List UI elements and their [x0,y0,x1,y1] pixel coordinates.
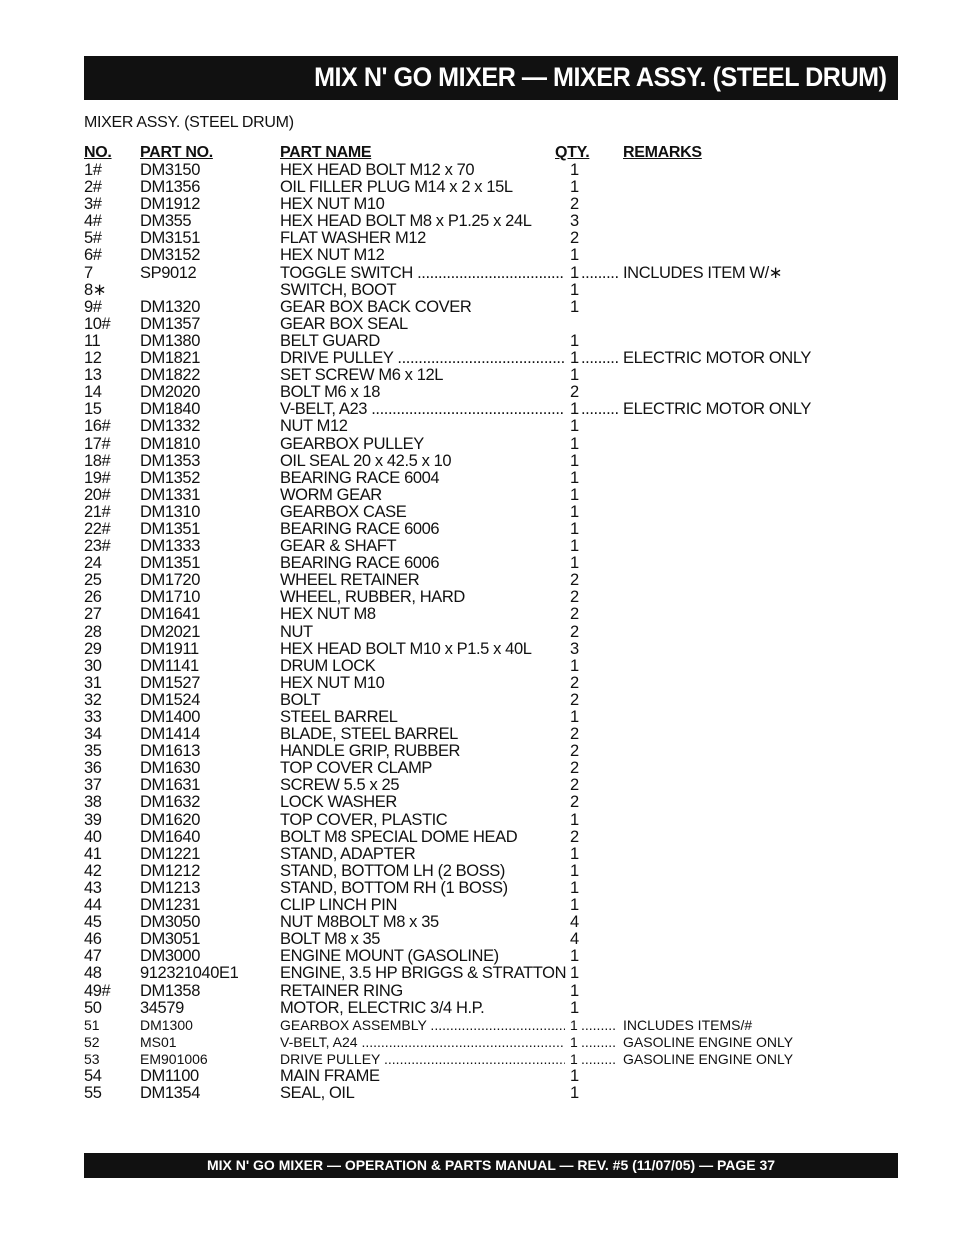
part-name: HEX NUT M10 [280,195,385,214]
part-name: GEAR BOX BACK COVER [280,297,472,316]
footer-text: MIX N' GO MIXER — OPERATION & PARTS MANUAL — REV. #5 (11/07/05) — PAGE 37 [206,1157,776,1173]
remarks: ELECTRIC MOTOR ONLY [623,349,811,368]
part-name: BOLT [280,690,321,709]
quantity: 1 [570,468,579,487]
table-row [0,265,954,282]
quantity: 2 [570,571,579,590]
part-name: ENGINE MOUNT (GASOLINE) [280,947,499,966]
part-name: BOLT M8 x 35 [280,930,381,949]
part-number: DM3152 [140,246,200,265]
table-row [0,196,954,213]
quantity: 2 [570,793,579,812]
table-row [0,846,954,863]
part-name: DRIVE PULLEY ..... [280,350,565,367]
part-name: STAND, BOTTOM RH (1 BOSS) [280,878,508,897]
page-title-bar [84,56,898,100]
part-name: SWITCH, BOOT [280,280,397,299]
part-number: SP9012 [140,263,197,282]
table-row [0,282,954,299]
part-name: FLAT WASHER M12 [280,229,426,248]
item-number: 31 [84,673,102,692]
part-name: BELT GUARD [280,331,380,350]
part-number: DM1631 [140,776,200,795]
part-name: SEAL, OIL [280,1084,355,1103]
item-number: 17# [84,434,111,453]
table-row [0,384,954,401]
leader-dots: ......... [581,263,619,282]
quantity: 1 [570,896,579,915]
part-number: 34579 [140,998,184,1017]
item-number: 35 [84,742,102,761]
section-subtitle: MIXER ASSY. (STEEL DRUM) [84,114,294,131]
quantity: 1 [570,161,579,179]
table-row [0,179,954,196]
item-number: 36 [84,759,102,778]
table-row [0,658,954,675]
part-number: DM1212 [140,861,200,880]
quantity: 1 [570,810,579,829]
table-row [0,487,954,504]
table-row [0,624,954,641]
quantity: 2 [570,827,579,846]
part-name: GEAR & SHAFT [280,537,397,556]
item-number: 44 [84,896,102,915]
remarks: ELECTRIC MOTOR ONLY [623,400,811,419]
page-title: MIX N' GO MIXER — MIXER ASSY. (STEEL DRUM) [313,62,886,92]
part-number: DM1352 [140,468,200,487]
item-number: 30 [84,656,102,675]
part-number: DM2020 [140,383,200,402]
part-number: DM1300 [140,1016,193,1033]
item-number: 50 [84,998,102,1017]
part-number: DM1821 [140,349,200,368]
item-number: 5# [84,229,102,248]
quantity: 1 [570,451,579,470]
table-row [0,367,954,384]
part-name: BEARING RACE 6006 [280,554,440,573]
part-number: DM1320 [140,297,200,316]
quantity: 3 [570,639,579,658]
item-number: 49# [84,981,111,1000]
item-number: 51 [84,1016,100,1033]
quantity: 1 [570,656,579,675]
table-row [0,965,954,982]
part-name: LOCK WASHER [280,793,397,812]
table-row [0,401,954,418]
part-number: DM1911 [140,639,199,658]
part-number: DM1822 [140,366,200,385]
quantity: 2 [570,622,579,641]
table-row [0,880,954,897]
item-number: 21# [84,502,111,521]
table-row [0,983,954,1000]
part-number: DM1141 [140,656,199,675]
part-number: DM1620 [140,810,200,829]
part-name: WORM GEAR [280,485,382,504]
part-name: ENGINE, 3.5 HP BRIGGS & STRATTON [280,964,567,983]
part-number: DM1524 [140,690,200,709]
item-number: 39 [84,810,102,829]
quantity: 2 [570,690,579,709]
table-row [0,162,954,179]
part-number: DM1710 [140,588,200,607]
item-number: 10# [84,314,111,333]
part-name: SET SCREW M6 x 12L [280,366,444,385]
table-row [0,897,954,914]
item-number: 40 [84,827,102,846]
part-name: OIL SEAL 20 x 42.5 x 10 [280,451,452,470]
item-number: 25 [84,571,102,590]
item-number: 19# [84,468,111,487]
leader-dots: ......... [581,400,619,419]
table-row [0,299,954,316]
part-name: OIL FILLER PLUG M14 x 2 x 15L [280,178,513,197]
item-number: 26 [84,588,102,607]
table-row [0,521,954,538]
part-number: DM1640 [140,827,200,846]
item-number: 18# [84,451,111,470]
part-number: DM1221 [140,844,200,863]
quantity: 1 [570,861,579,880]
quantity: 1 [570,331,579,350]
item-number: 8∗ [84,280,107,299]
part-name: HANDLE GRIP, RUBBER [280,742,461,761]
part-number: DM1354 [140,1084,200,1103]
header-no: NO. [84,144,112,161]
quantity: 1 [570,1084,579,1103]
table-row [0,829,954,846]
item-number: 34 [84,725,102,744]
part-name: BEARING RACE 6006 [280,519,440,538]
quantity: 3 [570,212,579,231]
quantity: 1 [570,1050,578,1067]
table-row [0,230,954,247]
quantity: 1 [570,263,579,282]
table-row [0,709,954,726]
table-row [0,863,954,880]
item-number: 7 [84,263,93,282]
table-row [0,453,954,470]
part-number: DM1331 [140,485,200,504]
part-name: MOTOR, ELECTRIC 3/4 H.P. [280,998,485,1017]
part-number: DM1356 [140,178,200,197]
item-number: 37 [84,776,102,795]
table-row [0,247,954,264]
parts-table [0,162,954,1102]
remarks: GASOLINE ENGINE ONLY [623,1050,794,1067]
table-row [0,436,954,453]
item-number: 13 [84,366,102,385]
quantity: 1 [570,554,579,573]
part-name: CLIP LINCH PIN [280,896,397,915]
part-number: DM1310 [140,502,200,521]
part-name: RETAINER RING [280,981,403,1000]
item-number: 3# [84,195,102,214]
quantity: 2 [570,605,579,624]
part-name: HEX HEAD BOLT M12 x 70 [280,161,475,179]
part-number: DM3050 [140,913,200,932]
quantity: 2 [570,588,579,607]
item-number: 54 [84,1066,102,1085]
quantity: 2 [570,383,579,402]
quantity: 1 [570,964,579,983]
part-name: NUT [280,622,313,641]
quantity: 1 [570,844,579,863]
table-row [0,316,954,333]
part-name: GEARBOX ASSEMBLY ..... [280,1017,565,1034]
item-number: 23# [84,537,111,556]
part-number: DM1100 [140,1066,199,1085]
item-number: 4# [84,212,102,231]
part-number: DM1213 [140,878,200,897]
quantity: 1 [570,417,579,436]
leader-dots: ......... [581,1016,617,1033]
part-name: HEX HEAD BOLT M8 x P1.25 x 24L [280,212,532,231]
item-number: 22# [84,519,111,538]
item-number: 52 [84,1033,100,1050]
leader-dots: ......... [581,1050,617,1067]
part-name: GEAR BOX SEAL [280,314,408,333]
part-name: WHEEL, RUBBER, HARD [280,588,465,607]
part-name: TOP COVER CLAMP [280,759,433,778]
part-name: BOLT M8 SPECIAL DOME HEAD [280,827,518,846]
part-name: GEARBOX CASE [280,502,407,521]
part-number: DM1912 [140,195,200,214]
part-name: TOGGLE SWITCH ..... [280,265,565,282]
part-number: DM1840 [140,400,200,419]
table-row [0,931,954,948]
part-number: DM1810 [140,434,200,453]
footer-bar [84,1153,898,1178]
table-row [0,812,954,829]
item-number: 48 [84,964,102,983]
item-number: 24 [84,554,102,573]
quantity: 1 [570,178,579,197]
item-number: 9# [84,297,102,316]
table-row [0,726,954,743]
remarks: INCLUDES ITEMS/# [623,1016,753,1033]
quantity: 1 [570,878,579,897]
part-name: HEX NUT M10 [280,673,385,692]
part-name: GEARBOX PULLEY [280,434,424,453]
quantity: 1 [570,708,579,726]
part-number: DM3051 [140,930,200,949]
part-number: DM1357 [140,314,200,333]
table-row [0,948,954,965]
table-row [0,606,954,623]
quantity: 2 [570,742,579,761]
table-row [0,504,954,521]
item-number: 53 [84,1050,100,1067]
table-row [0,743,954,760]
quantity: 1 [570,1066,579,1085]
table-row [0,555,954,572]
quantity: 1 [570,998,579,1017]
item-number: 27 [84,605,102,624]
part-name: HEX NUT M12 [280,246,385,265]
part-number: DM1231 [140,896,200,915]
quantity: 4 [570,913,579,932]
part-name: BEARING RACE 6004 [280,468,440,487]
table-row [0,1034,954,1051]
part-number: DM1351 [140,519,200,538]
quantity: 2 [570,776,579,795]
item-number: 32 [84,690,102,709]
part-number: DM1720 [140,571,200,590]
part-name: BLADE, STEEL BARREL [280,725,458,744]
table-row [0,213,954,230]
part-number: DM1351 [140,554,200,573]
table-row [0,914,954,931]
part-name: STAND, ADAPTER [280,844,416,863]
header-qty: QTY. [555,144,590,161]
remarks: GASOLINE ENGINE ONLY [623,1033,794,1050]
item-number: 33 [84,708,102,726]
part-name: SCREW 5.5 x 25 [280,776,400,795]
quantity: 1 [570,485,579,504]
quantity: 1 [570,349,579,368]
quantity: 1 [570,400,579,419]
table-row [0,1000,954,1017]
part-number: DM1358 [140,981,200,1000]
item-number: 47 [84,947,102,966]
quantity: 1 [570,947,579,966]
part-number: DM1632 [140,793,200,812]
quantity: 1 [570,280,579,299]
table-row [0,333,954,350]
quantity: 1 [570,502,579,521]
part-number: DM1630 [140,759,200,778]
item-number: 6# [84,246,102,265]
part-number: DM2021 [140,622,200,641]
header-part-name: PART NAME [280,144,372,161]
item-number: 16# [84,417,111,436]
table-row [0,675,954,692]
table-row [0,1068,954,1085]
header-part-no: PART NO. [140,144,213,161]
quantity: 1 [570,537,579,556]
remarks: INCLUDES ITEM W/∗ [623,263,783,282]
quantity: 1 [570,1033,578,1050]
part-name: NUT M12 [280,417,348,436]
part-number: DM1414 [140,725,200,744]
header-remarks: REMARKS [623,144,702,161]
table-row [0,589,954,606]
item-number: 11 [84,331,101,350]
item-number: 14 [84,383,102,402]
part-name: MAIN FRAME [280,1066,380,1085]
part-number: DM1333 [140,537,200,556]
part-number: MS01 [140,1033,177,1050]
item-number: 45 [84,913,102,932]
part-name: HEX HEAD BOLT M10 x P1.5 x 40L [280,639,532,658]
item-number: 1# [84,161,102,179]
item-number: 15 [84,400,102,419]
part-number: DM3151 [140,229,200,248]
table-row [0,418,954,435]
quantity: 2 [570,759,579,778]
part-name: HEX NUT M8 [280,605,376,624]
part-number: DM355 [140,212,192,231]
part-name: V-BELT, A24 ..... [280,1034,565,1051]
part-number: DM1613 [140,742,200,761]
table-row [0,794,954,811]
part-name: STAND, BOTTOM LH (2 BOSS) [280,861,506,880]
quantity: 1 [570,519,579,538]
part-number: DM1400 [140,708,200,726]
part-number: DM3000 [140,947,200,966]
item-number: 2# [84,178,102,197]
table-row [0,1017,954,1034]
part-number: EM901006 [140,1050,208,1067]
table-row [0,692,954,709]
item-number: 29 [84,639,102,658]
quantity: 1 [570,366,579,385]
part-name: BOLT M6 x 18 [280,383,381,402]
part-name: TOP COVER, PLASTIC [280,810,448,829]
item-number: 20# [84,485,111,504]
table-row [0,350,954,367]
part-number: DM1380 [140,331,200,350]
quantity: 1 [570,981,579,1000]
table-row [0,1051,954,1068]
part-name: NUT M8BOLT M8 x 35 [280,913,439,932]
item-number: 42 [84,861,102,880]
table-row [0,777,954,794]
quantity: 2 [570,673,579,692]
quantity: 1 [570,1016,578,1033]
part-number: DM3150 [140,161,200,179]
quantity: 1 [570,297,579,316]
item-number: 28 [84,622,102,641]
quantity: 2 [570,725,579,744]
part-name: DRIVE PULLEY ..... [280,1051,565,1068]
item-number: 43 [84,878,102,897]
quantity: 2 [570,229,579,248]
table-row [0,470,954,487]
item-number: 12 [84,349,102,368]
part-name: V-BELT, A23 ..... [280,401,565,418]
table-row [0,538,954,555]
part-number: DM1527 [140,673,200,692]
item-number: 46 [84,930,102,949]
leader-dots: ......... [581,1033,617,1050]
part-number: DM1641 [140,605,200,624]
part-name: STEEL BARREL [280,708,398,726]
table-row [0,1085,954,1102]
part-number: DM1353 [140,451,200,470]
table-row [0,572,954,589]
quantity: 2 [570,195,579,214]
part-number: DM1332 [140,417,200,436]
item-number: 41 [84,844,102,863]
item-number: 38 [84,793,102,812]
table-row [0,760,954,777]
part-name: WHEEL RETAINER [280,571,420,590]
part-name: DRUM LOCK [280,656,376,675]
quantity: 4 [570,930,579,949]
quantity: 1 [570,434,579,453]
part-number: 912321040E1 [140,964,239,983]
leader-dots: ......... [581,349,619,368]
table-row [0,641,954,658]
item-number: 55 [84,1084,102,1103]
quantity: 1 [570,246,579,265]
